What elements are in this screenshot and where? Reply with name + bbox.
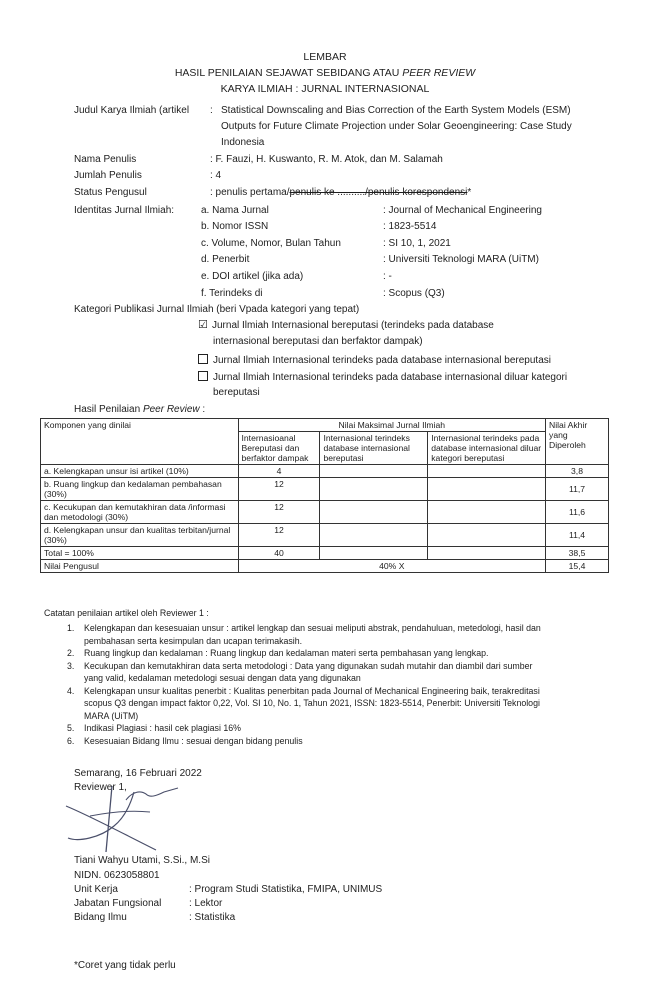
journal-value-f: : Scopus (Q3) xyxy=(383,288,445,299)
catatan-item-line: yang valid, kedalaman metedologi sesuai dengan data yang digunakan xyxy=(84,673,361,683)
catatan-number: 6. xyxy=(67,735,75,746)
header-nilai-maks: Nilai Maksimal Jurnal Ilmiah xyxy=(238,419,546,432)
reviewer-label: Reviewer 1, xyxy=(74,782,127,793)
catatan-item-line: Kesesuaian Bidang Ilmu : sesuai dengan bidang penulis xyxy=(84,735,303,746)
catatan-number: 2. xyxy=(67,648,75,658)
catatan-title: Catatan penilaian artikel oleh Reviewer 1 : xyxy=(44,608,209,618)
journal-key-a: a. Nama Jurnal xyxy=(201,205,269,216)
catatan-item-line: Kelengkapan unsur kualitas penerbit : Kualitas penerbitan pada Journal of Mechanical Engineering baik, terakreditasi xyxy=(84,685,540,696)
kategori-option-3-cont: bereputasi xyxy=(213,387,260,398)
table-row: c. Kecukupan dan kemutakhiran data /informasi dan metodologi (30%) 12 11,6 xyxy=(41,501,609,524)
reviewer-nidn: NIDN. 0623058801 xyxy=(74,870,160,881)
jabatan-label: Jabatan Fungsional xyxy=(74,898,162,909)
journal-value-d: : Universiti Teknologi MARA (UiTM) xyxy=(383,254,539,265)
place-date: Semarang, 16 Februari 2022 xyxy=(74,768,202,779)
kategori-label: Kategori Publikasi Jurnal Ilmiah (beri Vpada kategori yang tepat) xyxy=(74,304,360,315)
checked-box-icon: ☑ xyxy=(198,319,208,331)
journal-value-a: : Journal of Mechanical Engineering xyxy=(383,205,542,216)
checkbox-icon xyxy=(198,354,208,364)
header-nilai-akhir: Nilai Akhir yang Diperoleh xyxy=(546,419,609,465)
judul-line-3: Indonesia xyxy=(221,137,265,148)
header-komponen: Komponen yang dinilai xyxy=(41,419,239,465)
journal-key-c: c. Volume, Nomor, Bulan Tahun xyxy=(201,238,341,249)
penulis-value: : F. Fauzi, H. Kuswanto, R. M. Atok, dan M. Salamah xyxy=(210,154,443,165)
journal-key-e: e. DOI artikel (jika ada) xyxy=(201,271,304,282)
journal-value-c: : SI 10, 1, 2021 xyxy=(383,238,451,249)
unit-value: : Program Studi Statistika, FMIPA, UNIMUS xyxy=(189,884,383,895)
jabatan-value: : Lektor xyxy=(189,898,223,909)
doc-title-karya: KARYA ILMIAH : JURNAL INTERNASIONAL xyxy=(220,83,430,95)
kategori-option-1-cont: internasional bereputasi dan berfaktor dampak) xyxy=(213,336,423,347)
catatan-number: 5. xyxy=(67,723,75,733)
handwritten-signature xyxy=(60,782,200,854)
journal-key-b: b. Nomor ISSN xyxy=(201,221,269,232)
catatan-item-line: Kecukupan dan kemutakhiran data serta metodologi : Data yang digunakan sudah mutahir dan diambil dari sumber xyxy=(84,660,533,671)
table-row: a. Kelengkapan unsur isi artikel (10%) 4 3,8 xyxy=(41,465,609,478)
judul-line-1: Statistical Downscaling and Bias Correction of the Earth System Models (ESM) xyxy=(221,105,571,116)
footnote: *Coret yang tidak perlu xyxy=(74,960,176,971)
catatan-item-line: MARA (UiTM) xyxy=(84,710,139,721)
checkbox-icon xyxy=(198,371,208,381)
journal-value-b: : 1823-5514 xyxy=(383,221,437,232)
catatan-item-line: Kelengkapan dan kesesuaian unsur : artikel lengkap dan sesuai meliputi abstrak, pendahuluan, metedologi, hasil dan xyxy=(84,623,541,633)
status-value: : penulis pertama/penulis ke ........../penulis korespondensi* xyxy=(210,187,472,198)
bidang-label: Bidang Ilmu xyxy=(74,912,127,923)
kategori-option-3[interactable]: Jurnal Ilmiah Internasional terindeks pada database internasional diluar kategori xyxy=(198,371,567,384)
score-table xyxy=(40,418,609,573)
jumlah-label: Jumlah Penulis xyxy=(74,170,142,181)
table-row: b. Ruang lingkup dan kedalaman pembahasan (30%) 12 11,7 xyxy=(41,478,609,501)
catatan-item-line: pembahasan serta kesimpulan dan ucapan terimakasih. xyxy=(84,635,303,646)
table-pengusul-row: Nilai Pengusul 40% X 15,4 xyxy=(41,560,609,573)
catatan-item-line: Indikasi Plagiasi : hasil cek plagiasi 16% xyxy=(84,723,241,733)
doc-title-lembar: LEMBAR xyxy=(303,51,347,63)
journal-key-f: f. Terindeks di xyxy=(201,288,263,299)
catatan-number: 1. xyxy=(67,623,75,633)
identitas-label: Identitas Jurnal Ilmiah: xyxy=(74,205,175,216)
table-total-row: Total = 100% 40 38,5 xyxy=(41,547,609,560)
subheader-diluar-kategori: Internasional terindeks pada database internasional diluar kategori bereputasi xyxy=(428,432,546,465)
journal-key-d: d. Penerbit xyxy=(201,254,250,265)
hasil-title: Hasil Penilaian Peer Review : xyxy=(74,404,206,415)
status-label: Status Pengusul xyxy=(74,187,147,198)
kategori-option-1[interactable]: ☑ Jurnal Ilmiah Internasional bereputasi (terindeks pada database xyxy=(198,319,494,331)
judul-colon: : xyxy=(210,105,213,116)
reviewer-name: Tiani Wahyu Utami, S.Si., M.Si xyxy=(74,855,210,866)
judul-line-2: Outputs for Future Climate Projection under Solar Geoengineering: Case Study xyxy=(221,121,572,132)
subheader-bereputasi-dampak: Internasioanal Bereputasi dan berfaktor dampak xyxy=(238,432,320,465)
penulis-label: Nama Penulis xyxy=(74,154,137,165)
unit-label: Unit Kerja xyxy=(74,884,118,895)
journal-value-e: : - xyxy=(383,271,392,282)
catatan-item-line: scopus Q3 dengan impact faktor 0,22, Vol. SI 10, No. 1, Tahun 2021, ISSN: 1823-5514, Penerbit: Universiti Teknologi xyxy=(84,698,540,708)
catatan-number: 4. xyxy=(67,685,75,696)
bidang-value: : Statistika xyxy=(189,912,236,923)
subheader-terindeks-bereputasi: Internasional terindeks database internasional bereputasi xyxy=(320,432,428,465)
judul-label: Judul Karya Ilmiah (artikel xyxy=(74,105,190,116)
table-header-row xyxy=(41,419,609,432)
catatan-number: 3. xyxy=(67,660,75,671)
table-row: d. Kelengkapan unsur dan kualitas terbitan/jurnal (30%) 12 11,4 xyxy=(41,524,609,547)
doc-title-hasil: HASIL PENILAIAN SEJAWAT SEBIDANG ATAU PEER REVIEW xyxy=(174,67,476,79)
jumlah-value: : 4 xyxy=(210,170,222,181)
kategori-option-2[interactable]: Jurnal Ilmiah Internasional terindeks pada database internasional bereputasi xyxy=(198,354,551,367)
catatan-item-line: Ruang lingkup dan kedalaman : Ruang lingkup dan kedalaman materi serta pembahasan yang lengkap. xyxy=(84,648,489,658)
